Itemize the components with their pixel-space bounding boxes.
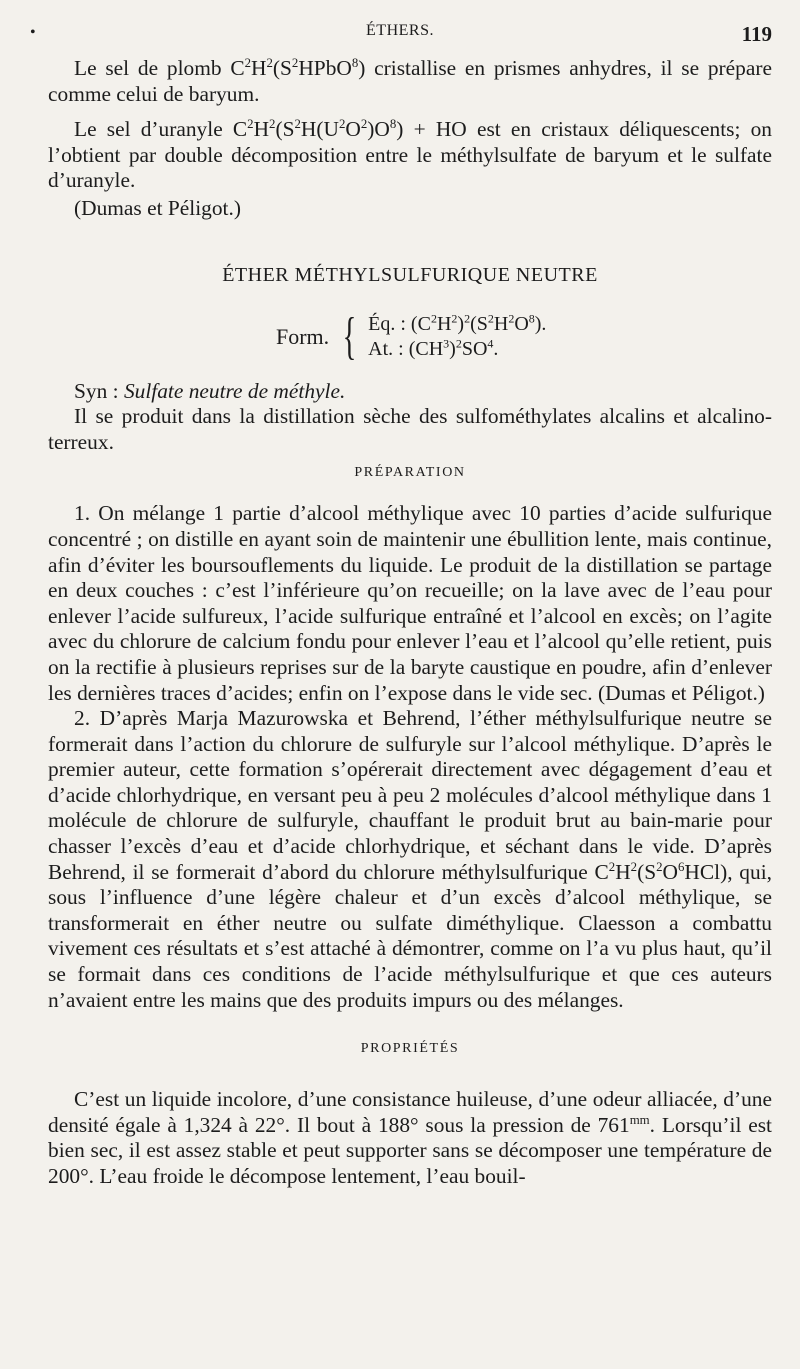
heading-preparation: PRÉPARATION	[354, 465, 466, 481]
paragraph-uranyl-salt: Le sel d’uranyle $C^2H^2(S^2H(U^2O^2)O^8)$ + HO est en cristaux déliquescents; on l’obtient par double décomposition entre le méthylsulfate de baryum et le sulfate d’uranyle.	[48, 117, 773, 193]
paragraph-properties: C’est un liquide incolore, d’une consistance huileuse, d’une odeur alliacée, d’une densité égale à 1,324 à 22°. Il bout à 188° sous la pression de $761^{mm}$. Lorsqu’il est bien sec, il est assez stable et peut supporter sans se décomposer une température de 200°. L’eau froide le décompose lentement, l’eau bouil-	[48, 1087, 773, 1188]
paragraph-lead-salt: Le sel de plomb $C^2H^2(S^2HPbO^8)$ cristallise en prismes anhydres, il se prépare comme celui de baryum.	[48, 55, 772, 106]
formula-block	[276, 309, 772, 365]
page-content	[48, 56, 772, 1190]
page-number: 119	[741, 22, 772, 46]
synonym-line: Syn : Sulfate neutre de méthyle.	[74, 378, 346, 403]
paragraph-production: Il se produit dans la distillation sèche des sulfométhylates alcalins et alcalino-terreux.	[48, 404, 772, 454]
page-mark: •	[30, 24, 36, 41]
formula-label: Form.	[276, 323, 330, 349]
citation-dumas-peligot: (Dumas et Péligot.)	[74, 195, 241, 220]
formula-equivalents: Éq. : $(C^2H^2)^2(S^2H^2O^8)$.	[368, 310, 547, 335]
heading-properties: PROPRIÉTÉS	[360, 1041, 460, 1057]
formula-atomic: At. : $(CH^3)^2SO^4$.	[368, 335, 499, 360]
running-title: ÉTHERS.	[366, 22, 434, 39]
paragraph-preparation-2: 2. D’après Marja Mazurowska et Behrend, l’éther méthylsulfurique neutre se formerait dans l’action du chlorure de sulfuryle sur l’alcool méthylique. D’après le premier auteur, cette formation s’opérerait directement avec dégagement d’eau et d’acide chlorhydrique, en versant peu à peu 2 molécules d’alcool méthylique dans 1 molécule de chlorure de sulfuryle, chauffant le produit brut au bain-marie pour chasser l’excès d’eau et d’acide chlorhydrique, et séchant dans le vide. D’après Behrend, il se formerait d’abord du chlorure méthylsulfurique $C^2H^2(S^2O^6HCl)$, qui, sous l’influence d’une légère chaleur et d’un excès d’alcool méthylique, se transformerait en éther neutre ou sulfate diméthylique. Claesson a combattu vivement ces résultats et s’est attaché à démontrer, comme on l’a vu plus haut, qu’il se formait dans ces conditions de l’acide méthylsulfurique et que ces auteurs n’avaient entre les mains que des produits impurs ou des mélanges.	[48, 706, 772, 1012]
brace-glyph: {	[342, 307, 357, 365]
paragraph-preparation-1: 1. On mélange 1 partie d’alcool méthylique avec 10 parties d’acide sulfurique concentré ; on distille en ayant soin de maintenir une ébullition lente, mais continue, afin d’éviter les boursouflements du liquide. Le produit de la distillation se partage en deux couches : c’est l’inférieure qu’on recueille; on la lave avec de l’eau pour enlever l’acide sulfureux, l’acide sulfurique entraîné et l’alcool en excès; on l’agite avec du chlorure de calcium fondu pour enlever l’eau et l’alcool qu’elle retient, puis on la rectifie à plusieurs reprises sur de la baryte caustique en poudre, afin d’enlever les dernières traces d’acides; enfin on l’expose dans le vide sec. (Dumas et Péligot.)	[48, 501, 772, 705]
section-title: ÉTHER MÉTHYLSULFURIQUE NEUTRE	[222, 263, 598, 286]
